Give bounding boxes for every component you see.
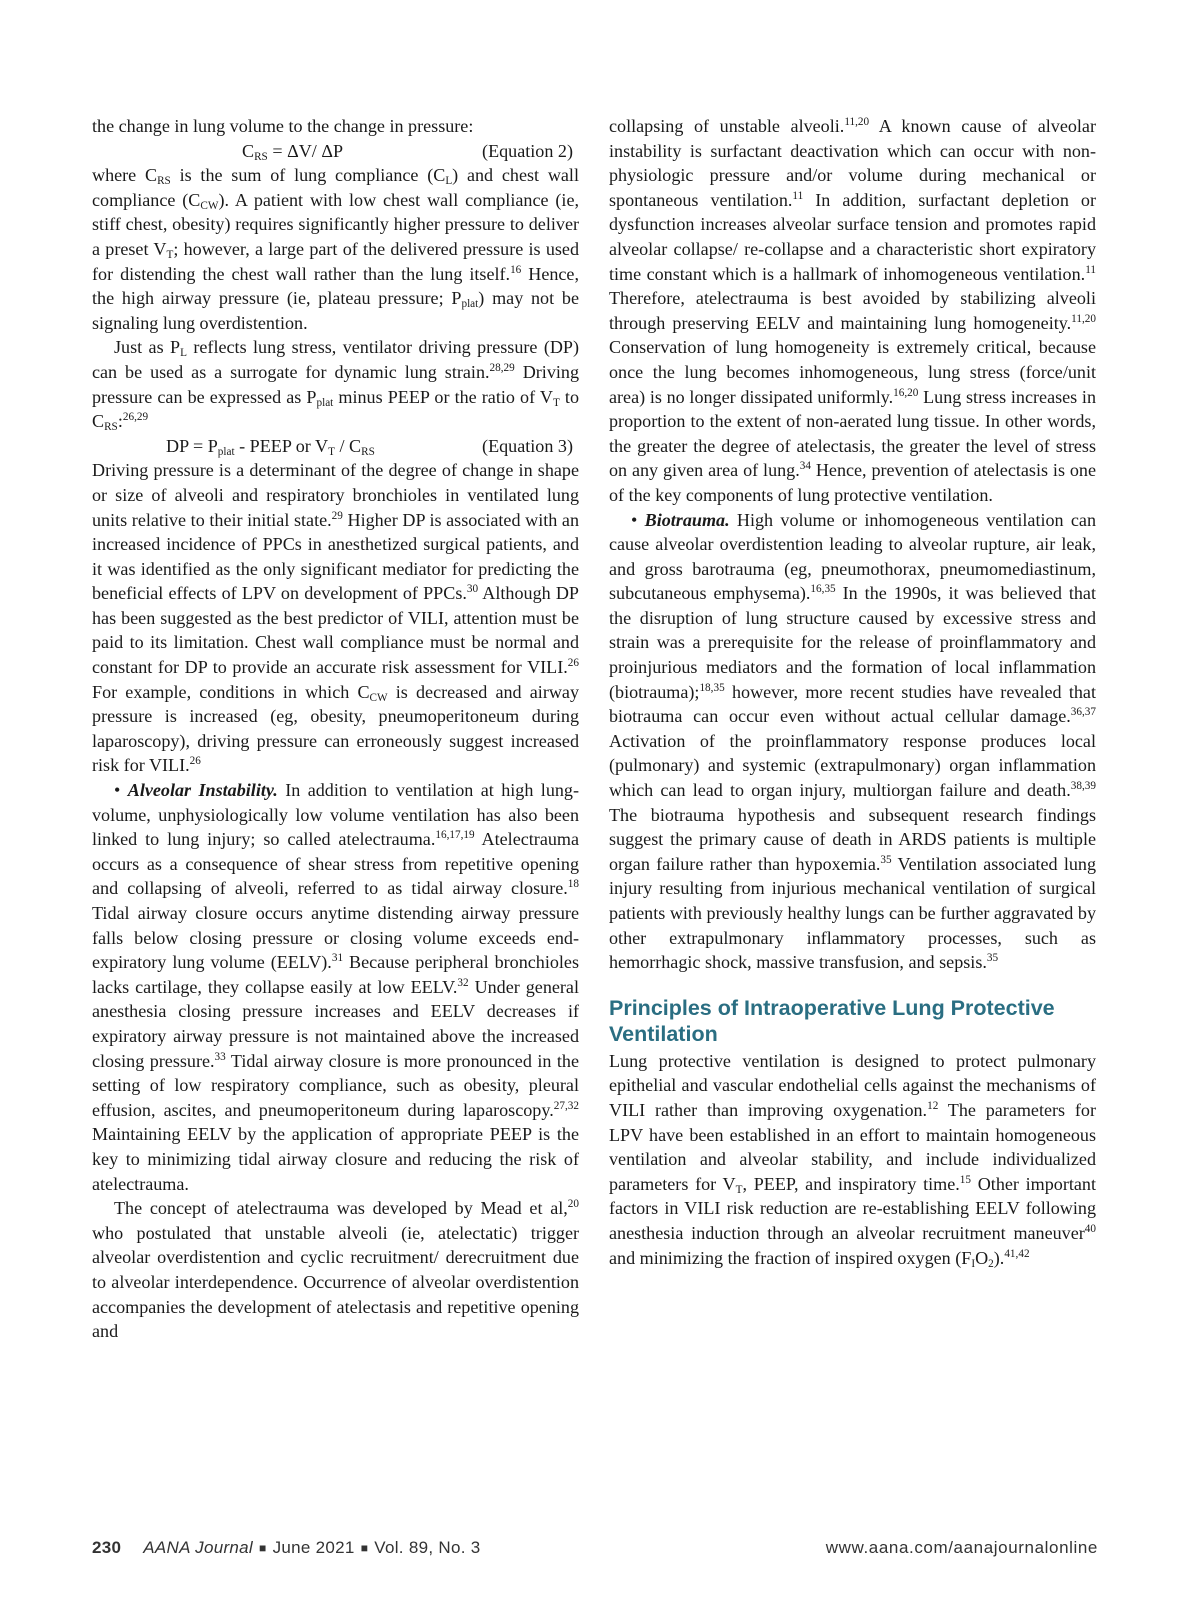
citation: 30 [466,583,479,596]
citation: 26 [189,755,201,768]
paragraph: the change in lung volume to the change in pressure: [92,116,474,136]
volume-issue: Vol. 89, No. 3 [374,1538,481,1557]
paragraph: The concept of atelectrauma was developed by Mead et al,$^{20}$ who postulated that unstable alveoli (ie, atelectatic) trigger alveolar overdistention and cyclic recruitment/ derecruitment due to alveolar interdependence. Occurrence of alveolar overdistention accompanies the development of atelectasis and repetitive opening and [92,1198,579,1342]
paragraph: collapsing of unstable alveoli.$^{11,20}$ A known cause of alveolar instability is surfactant deactivation which can occur with non-physiologic pressure and/or volume during mechanical or spontaneous ventilation.$^{11}$ In addition, surfactant depletion or dysfunction increases alveolar surface tension and promotes rapid alveolar collapse/ re-collapse and a characteristic short expiratory time constant which is a hallmark of inhomogeneous ventilation.$^{11}$ Therefore, atelectrauma is best avoided by stabilizing alveoli through preserving EELV and maintaining lung homogeneity.$^{11,20}$ Conservation of lung homogeneity is extremely critical, because once the lung becomes inhomogeneous, lung stress (force/unit area) is no longer dissipated uniformly.$^{16,20}$ Lung stress increases in proportion to the extent of non-aerated lung tissue. In other words, the greater the degree of atelectasis, the greater the level of stress on any given area of lung.$^{34}$ Hence, prevention of atelectasis is one of the key components of lung protective ventilation. [609,116,1097,505]
citation: 15 [959,1173,972,1186]
paragraph: Driving pressure is a determinant of the degree of change in shape or size of alveoli and respiratory bronchioles in ventilated lung units relative to their initial state.$^{29}$ Higher DP is associated with an increased incidence of PPCs in anesthetized surgical patients, and it was identified as the only significant mediator for predicting the beneficial effects of LPV on development of PPCs.$^{30}$ Although DP has been suggested as the best predictor of VILI, attention must be paid to its limitation. Chest wall compliance must be normal and constant for DP to provide an accurate risk assessment for VILI.$^{26}$ For example, conditions in which $C_{CW}$ is decreased and airway pressure is increased (eg, obesity, pneumoperitoneum during laparoscopy), driving pressure can erroneously suggest increased risk for VILI.$^{26}$ [92,460,579,776]
citation: 11,20 [1071,312,1096,325]
journal-name: AANA Journal [143,1538,254,1557]
citation: 31 [331,952,344,965]
citation: 26 [567,657,579,670]
citation: 34 [799,460,811,473]
citation: 33 [214,1050,226,1063]
citation: 20 [567,1198,579,1211]
paragraph: Lung protective ventilation is designed to protect pulmonary epithelial and vascular endothelial cells against the mechanisms of VILI rather than improving oxygenation.$^{12}$ The parameters for LPV have been established in an effort to maintain homogeneous ventilation and alveolar stability, and include individualized parameters for $V_T$, PEEP, and inspiratory time.$^{15}$ Other important factors in VILI risk reduction are re-establishing EELV following anesthesia induction through an alveolar recruitment maneuver$^{40}$ and minimizing the fraction of inspired oxygen $(F_IO_2).^{41,42}$ [609,1050,1096,1270]
citation: 18 [567,878,579,891]
right-column [609,114,1096,1270]
citation: 16,17,19 [435,829,475,842]
citation: 36,37 [1070,706,1096,719]
bullet-heading: Alveolar Instability. [127,780,278,801]
equation-label: (Equation 2) [482,140,573,161]
paragraph: Just as $P_L$ reflects lung stress, ventilator driving pressure (DP) can be used as a surrogate for dynamic lung strain.$^{28,29}$ Driving pressure can be expressed as $P_{plat}$ minus PEEP or the ratio of $V_T$ to $C_{RS}:^{26,29}$ [92,337,580,434]
left-column [92,114,579,1344]
bullet-paragraph: • Alveolar Instability. In addition to ventilation at high lung-volume, unphysiologically low volume ventilation has also been linked to lung injury; so called atelectrauma.$^{16,17,19}$ Atelectrauma occurs as a consequence of shear stress from repetitive opening and collapsing of alveoli, referred to as tidal airway closure.$^{18}$ Tidal airway closure occurs anytime distending airway pressure falls below closing pressure or closing volume exceeds end-expiratory lung volume (EELV).$^{31}$ Because peripheral bronchioles lacks cartilage, they collapse easily at low EELV.$^{32}$ Under general anesthesia closing pressure increases and EELV decreases if expiratory airway pressure is not maintained above the increased closing pressure.$^{33}$ Tidal airway closure is more pronounced in the setting of low respiratory compliance, such as obesity, pleural effusion, ascites, and pneumoperitoneum during laparoscopy.$^{27,32}$ Maintaining EELV by the application of appropriate PEEP is the key to minimizing tidal airway closure and reducing the risk of atelectrauma. [92,780,580,1194]
equation-2: $C_{RS} = \Delta V/$ ΔP (Equation 2) [92,139,579,164]
page-number: 230 [92,1538,122,1557]
bullet-marker: • [114,780,128,801]
bullet-heading: Biotrauma. [644,509,730,530]
equation-3: DP = $P_{plat}$ - PEEP or $V_T / C_{RS}$ (Equation 3) [92,434,579,459]
citation: 40 [1084,1222,1096,1235]
journal-url[interactable]: www.aana.com/aanajournalonline [825,1538,1098,1557]
citation: 16 [510,263,522,276]
paragraph: where $C_{RS}$ is the sum of lung compliance $(C_L)$ and chest wall compliance $(C_{CW})$. A patient with low chest wall compliance (ie, stiff chest, obesity) requires significantly higher pressure to deliver a preset $V_T$; however, a large part of the delivered pressure is used for distending the chest wall rather than the lung itself.$^{16}$ Hence, the high airway pressure (ie, plateau pressure; $P_{plat}$) may not be signaling lung overdistention. [92,165,579,333]
equation-label: (Equation 3) [482,435,573,456]
citation: 41,42 [1004,1247,1030,1260]
citation: 11 [1085,263,1096,276]
citation: 11 [792,189,804,202]
separator-icon: ■ [360,1541,369,1555]
citation: 38,39 [1070,780,1096,793]
citation: 32 [457,976,469,989]
citation: 35 [986,952,999,965]
page-footer [92,1538,1098,1558]
separator-icon: ■ [259,1541,267,1555]
footer-citation [92,1538,481,1558]
section-heading: Principles of Intraoperative Lung Protective Ventilation [609,995,1055,1046]
citation: 35 [880,853,892,866]
citation: 11,20 [844,116,870,129]
citation: 16,20 [893,386,919,399]
bullet-marker: • [631,509,645,530]
citation: 16,35 [810,583,836,596]
citation: 29 [331,509,343,522]
bullet-paragraph: • Biotrauma. High volume or inhomogeneous ventilation can cause alveolar overdistention leading to alveolar rupture, air leak, and gross barotrauma (eg, pneumothorax, pneumomediastinum, subcutaneous emphysema).$^{16,35}$ In the 1990s, it was believed that the disruption of lung structure caused by excessive stress and strain was a prerequisite for the release of proinflammatory and proinjurious mediators and the formation of local inflammation (biotrauma);$^{18,35}$ however, more recent studies have revealed that biotrauma can occur even without actual cellular damage.$^{36,37}$ Activation of the proinflammatory response produces local (pulmonary) and systemic (extrapulmonary) organ inflammation which can lead to organ injury, multiorgan failure and death.$^{38,39}$ The biotrauma hypothesis and subsequent research findings suggest the primary cause of death in ARDS patients is multiple organ failure rather than hypoxemia.$^{35}$ Ventilation associated lung injury resulting from injurious mechanical ventilation of surgical patients with previously healthy lungs can be further aggravated by other extrapulmonary inflammatory processes, such as hemorrhagic shock, massive transfusion, and sepsis.$^{35}$ [609,509,1097,973]
citation: 12 [927,1100,939,1113]
citation: 18,35 [699,681,725,694]
issue-date: June 2021 [272,1538,355,1557]
citation: 27,32 [553,1099,579,1112]
citation: 28,29 [489,361,515,374]
citation: 26,29 [122,411,149,424]
